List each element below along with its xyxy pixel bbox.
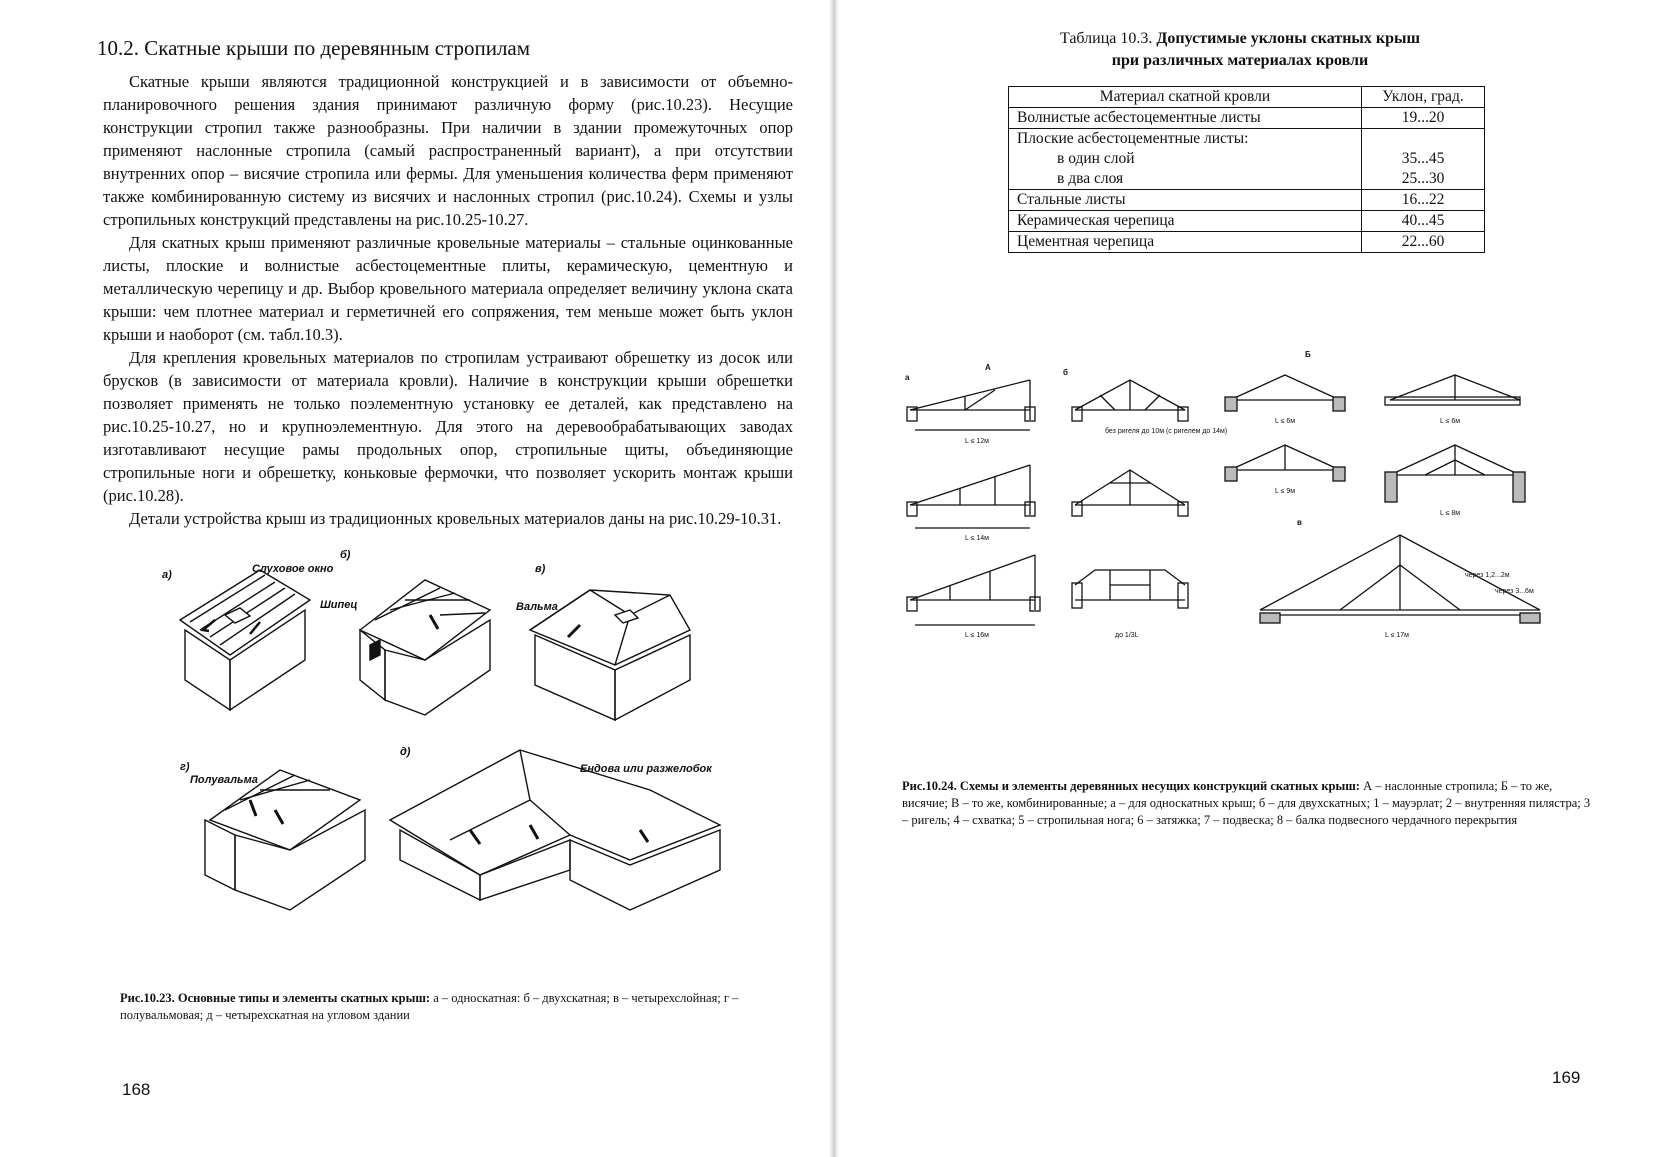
truss-a-2 (907, 465, 1035, 528)
table-cell-slope: 16...22 (1362, 190, 1485, 211)
fig-label-B: Б (1305, 350, 1311, 359)
table-cell-material: в два слоя (1009, 169, 1362, 190)
fig-label-b: б (1063, 368, 1068, 377)
table-cell-slope (1362, 129, 1485, 150)
span-label: L ≤ 9м (1275, 488, 1296, 495)
paragraph: Скатные крыши являются традиционной конструкцией и в зависимости от объемно-планировочного решения здания принимают различную форму (рис.10.23). Несущие конструкции стропил также разнообразны. При наличии в здании промежуточных опор применяют наслонные стропила (самый распространенный вариант), а при отсутствии внутренних опор – висячие стропила или фермы. Для уменьшения количества ферм применяют также комбинированную систему из висячих и наслонных стропил (рис.10.24). Схемы и узлы стропильных конструкций представлены на рис.10.25-10.27. (103, 72, 793, 229)
table-cell-material: Цементная черепица (1009, 232, 1362, 253)
table-row (1009, 190, 1485, 211)
table-row (1009, 129, 1485, 150)
paragraph: Для скатных крыш применяют различные кровельные материалы – стальные оцинкованные листы, плоские и волнистые асбестоцементные плиты, керамическую, цементную и металлическую черепицу и др. Выбор кровельного материала определяет величину уклона ската крыши: чем плотнее материал и герметичней его сопряжения, тем меньше может быть уклон крыши и наоборот (см. табл.10.3). (103, 233, 793, 344)
label-valley: Ендова или разжелобок (580, 763, 712, 775)
figure-caption-10-24 (902, 778, 1592, 829)
fig-label-a: а (905, 373, 910, 382)
table-header: Уклон, град. (1362, 87, 1485, 108)
body-text (103, 70, 793, 530)
span-label: L ≤ 14м (965, 535, 989, 542)
truss-schemes-figure (905, 350, 1585, 695)
truss-b-2 (1072, 470, 1188, 516)
table-title-line-2: при различных материалах кровли (1111, 52, 1369, 69)
table-cell-material: Волнистые асбестоцементные листы (1009, 108, 1362, 129)
table-cell-slope: 35...45 (1362, 149, 1485, 169)
note-rigel: без ригеля до 10м (с ригелем до 14м) (1105, 428, 1228, 435)
label-gable: Шипец (320, 599, 358, 611)
paragraph: Детали устройства крыш из традиционных кровельных материалов даны на рис.10.29-10.31. (129, 509, 782, 528)
section-title: 10.2. Скатные крыши по деревянным стропилам (97, 36, 531, 60)
page-gutter (829, 0, 839, 1157)
table-cell-slope: 25...30 (1362, 169, 1485, 190)
caption-bold: Рис.10.23. Основные типы и элементы скатных крыш: (120, 991, 431, 1005)
page-number-right: 169 (1552, 1068, 1581, 1087)
caption-text: а – односкатная: б – двухскатная; в – четырехслойная; г – полувальмовая; д – четырехскатная на угловом здании (120, 991, 739, 1022)
table-cell-material: в один слой (1009, 149, 1362, 169)
truss-a-3 (907, 555, 1040, 625)
note-step: через 1,2...2м (1465, 572, 1510, 579)
table-cell-slope: 22...60 (1362, 232, 1485, 253)
label-dormer: Слуховое окно (252, 563, 334, 575)
fig-label-A: А (985, 363, 991, 372)
roof-single-pitch-drawing (180, 570, 310, 710)
table-row (1009, 169, 1485, 190)
span-label: L ≤ 6м (1440, 418, 1461, 425)
page-number-left: 168 (122, 1080, 151, 1099)
table-header: Материал скатной кровли (1009, 87, 1362, 108)
note-step2: через 3...6м (1495, 588, 1534, 595)
table-cell-material: Плоские асбестоцементные листы: (1009, 129, 1362, 150)
paragraph: Для крепления кровельных материалов по стропилам устраивают обрешетку из досок или брусков (в зависимости от материала кровли). Наличие в конструкции крыши обрешетки позволяет применять не только поэлементную установку ее деталей, как представлено на рис.10.25-10.27, но и крупноэлементную. Для этого на деревообрабатывающих заводах изготавливают несущие рамы продольных опор, стропильные щиты, объединяющие стропильные ноги и обрешетку, коньковые фермочки, что позволяет ускорить монтаж крыши (рис.10.28). (103, 348, 793, 505)
span-label: L ≤ 6м (1275, 418, 1296, 425)
table-row (1009, 149, 1485, 169)
truss-d-2 (1385, 445, 1525, 502)
roof-half-hip-drawing (205, 770, 365, 910)
table-title-prefix: Таблица 10.3. (1059, 30, 1153, 47)
fig-label-v: в (1297, 518, 1302, 527)
table-row (1009, 232, 1485, 253)
table-row (1009, 108, 1485, 129)
table-row (1009, 211, 1485, 232)
truss-b-3 (1072, 570, 1188, 608)
truss-combined (1260, 535, 1540, 623)
caption-bold: Рис.10.24. Схемы и элементы деревянных несущих конструкций скатных крыш: (902, 779, 1360, 793)
figure-caption-10-23 (120, 990, 810, 1024)
label-hip: Вальма (516, 601, 558, 613)
fig-label-g: г) (180, 761, 190, 773)
caption-text: А – наслонные стропила; Б – то же, висячие; В – то же, комбинированные; а – для односкатных крыш; б – для двухскатных; 1 – мауэрлат; 2 – внутренняя пилястра; 3 – ригель; 4 – схватка; 5 – стропильная нога; 6 – затяжка; 7 – подвеска; 8 – балка подвесного чердачного перекрытия (902, 779, 1591, 827)
truss-c-2 (1225, 445, 1345, 481)
truss-c-1 (1225, 375, 1345, 411)
table-cell-material: Стальные листы (1009, 190, 1362, 211)
table-title (1030, 28, 1450, 72)
truss-b-1 (1072, 380, 1188, 421)
span-label: L ≤ 16м (965, 632, 989, 639)
roof-gable-drawing (360, 580, 490, 715)
label-half-hip: Полувальма (190, 774, 258, 786)
fig-label-v: в) (535, 563, 546, 575)
span-label: L ≤ 12м (965, 438, 989, 445)
truss-d-1 (1385, 375, 1520, 405)
table-header-row (1009, 87, 1485, 108)
span-label: L ≤ 8м (1440, 510, 1461, 517)
truss-a-1 (907, 380, 1035, 430)
fig-label-d: д) (400, 746, 411, 758)
fig-label-b: б) (340, 549, 351, 561)
table-cell-slope: 19...20 (1362, 108, 1485, 129)
table-cell-slope: 40...45 (1362, 211, 1485, 232)
dim-label: до 1/3L (1115, 632, 1139, 639)
table-title-line-1: Допустимые уклоны скатных крыш (1156, 30, 1421, 47)
fig-label-a: а) (162, 569, 172, 581)
roof-types-figure (160, 549, 760, 960)
roof-slope-table (1008, 86, 1485, 253)
span-label: L ≤ 17м (1385, 632, 1409, 639)
table-cell-material: Керамическая черепица (1009, 211, 1362, 232)
